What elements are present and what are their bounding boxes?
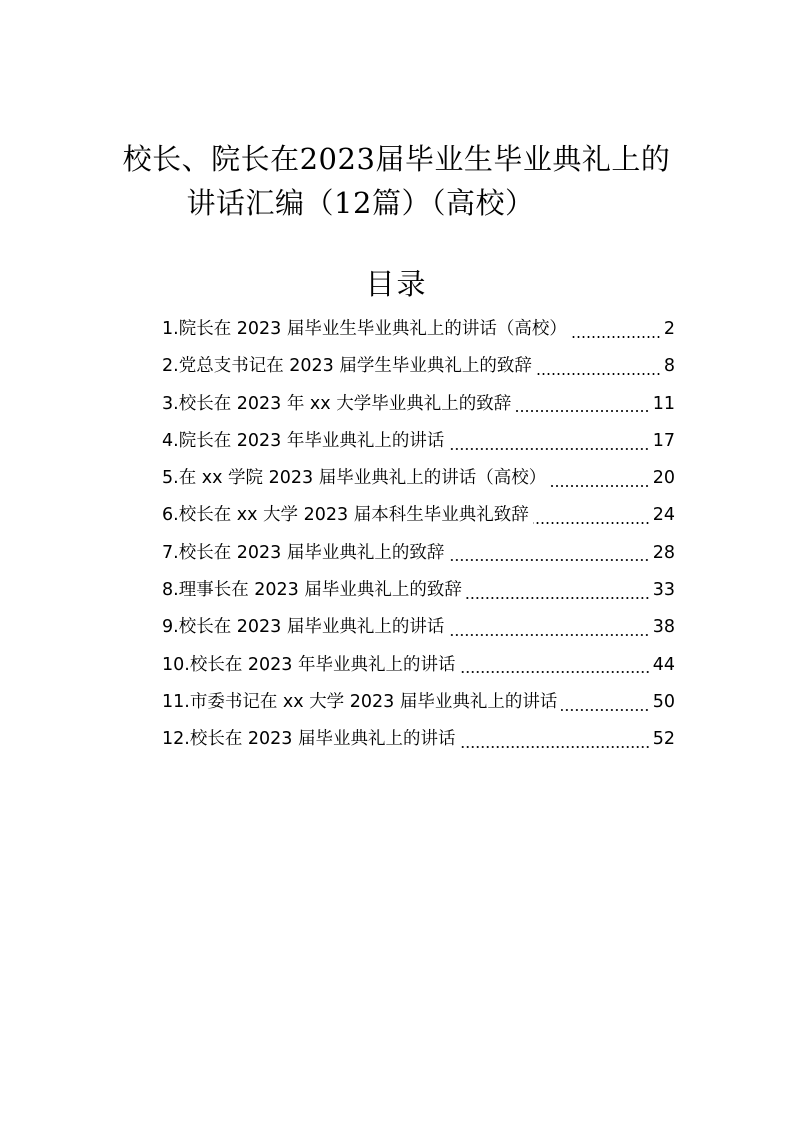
toc-entry[interactable] bbox=[162, 572, 675, 609]
toc-entry-title: 6.校长在 xx 大学 2023 届本科生毕业典礼致辞 bbox=[162, 505, 529, 526]
toc-entry-title: 7.校长在 2023 届毕业典礼上的致辞 bbox=[162, 542, 445, 563]
toc-dot-leader bbox=[571, 336, 661, 338]
toc-entry[interactable] bbox=[162, 609, 675, 646]
table-of-contents bbox=[162, 311, 675, 759]
toc-entry-page-number: 8 bbox=[663, 356, 675, 377]
toc-entry-page-number: 17 bbox=[652, 430, 675, 451]
toc-dot-leader bbox=[533, 522, 650, 524]
toc-entry-title: 3.校长在 2023 年 xx 大学毕业典礼上的致辞 bbox=[162, 393, 512, 414]
toc-entry-title: 8.理事长在 2023 届毕业典礼上的致辞 bbox=[162, 580, 462, 601]
toc-dot-leader bbox=[448, 448, 649, 450]
toc-entry-page-number: 44 bbox=[652, 654, 675, 675]
toc-entry[interactable] bbox=[162, 647, 675, 684]
toc-dot-leader bbox=[561, 709, 649, 711]
toc-dot-leader bbox=[466, 597, 650, 599]
toc-entry-title: 1.院长在 2023 届毕业生毕业典礼上的讲话（高校） bbox=[162, 319, 567, 339]
toc-entry-page-number: 38 bbox=[652, 617, 675, 638]
toc-entry[interactable] bbox=[162, 423, 675, 460]
toc-entry[interactable] bbox=[162, 311, 675, 348]
toc-entry-page-number: 20 bbox=[652, 468, 675, 489]
toc-entry-page-number: 24 bbox=[652, 505, 675, 526]
toc-entry-title: 9.校长在 2023 届毕业典礼上的讲话 bbox=[162, 617, 445, 638]
toc-entry-title: 4.院长在 2023 年毕业典礼上的讲话 bbox=[162, 430, 445, 451]
toc-entry-page-number: 28 bbox=[652, 542, 675, 563]
toc-dot-leader bbox=[515, 410, 650, 412]
toc-entry[interactable] bbox=[162, 721, 675, 758]
toc-dot-leader bbox=[536, 373, 661, 375]
document-title-line-1: 校长、院长在2023届毕业生毕业典礼上的 bbox=[122, 142, 671, 176]
toc-entry-title: 5.在 xx 学院 2023 届毕业典礼上的讲话（高校） bbox=[162, 468, 547, 489]
toc-entry-page-number: 2 bbox=[663, 319, 675, 339]
toc-entry-page-number: 11 bbox=[652, 393, 675, 414]
toc-dot-leader bbox=[460, 671, 650, 673]
toc-dot-leader bbox=[448, 559, 649, 561]
toc-entry[interactable] bbox=[162, 386, 675, 423]
toc-entry[interactable] bbox=[162, 348, 675, 385]
toc-entry-page-number: 50 bbox=[652, 691, 675, 712]
toc-entry-title: 2.党总支书记在 2023 届学生毕业典礼上的致辞 bbox=[162, 356, 532, 377]
document-title-line-2: 讲话汇编（12篇）（高校） bbox=[186, 186, 535, 220]
toc-entry[interactable] bbox=[162, 535, 675, 572]
toc-dot-leader bbox=[550, 485, 650, 487]
toc-entry[interactable] bbox=[162, 497, 675, 534]
toc-entry-page-number: 33 bbox=[652, 580, 675, 601]
toc-dot-leader bbox=[460, 746, 650, 748]
toc-entry-page-number: 52 bbox=[652, 729, 675, 750]
toc-entry-title: 12.校长在 2023 届毕业典礼上的讲话 bbox=[162, 729, 456, 750]
toc-dot-leader bbox=[448, 634, 649, 636]
toc-entry[interactable] bbox=[162, 684, 675, 721]
toc-entry[interactable] bbox=[162, 460, 675, 497]
toc-entry-title: 10.校长在 2023 年毕业典礼上的讲话 bbox=[162, 654, 456, 675]
toc-heading: 目录 bbox=[365, 267, 428, 301]
toc-entry-title: 11.市委书记在 xx 大学 2023 届毕业典礼上的讲话 bbox=[162, 691, 558, 712]
